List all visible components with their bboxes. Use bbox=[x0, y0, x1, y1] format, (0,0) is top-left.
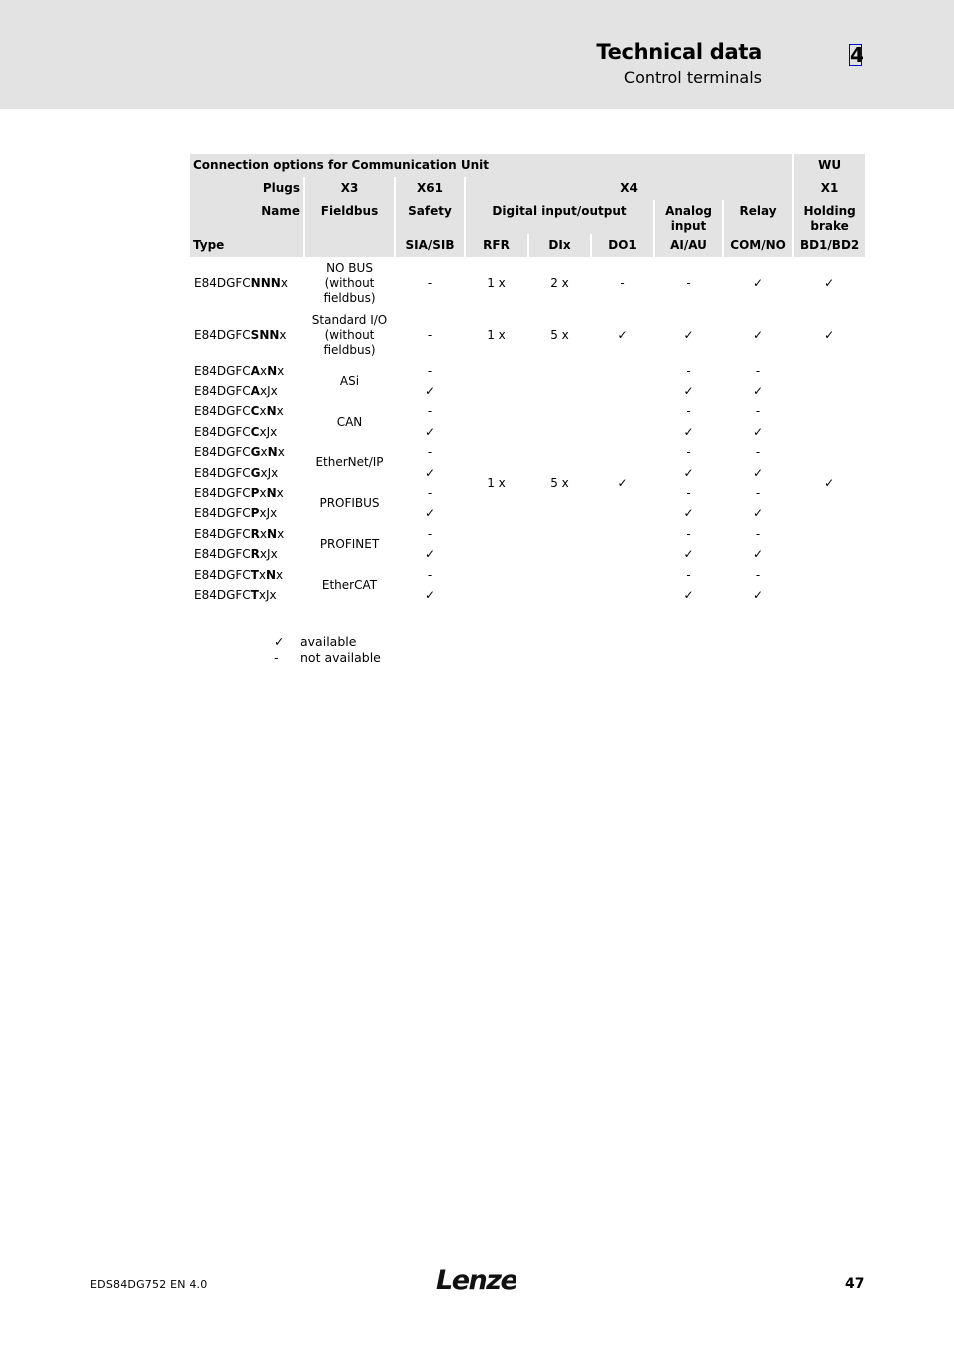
type-prefix: E84DGFC bbox=[194, 275, 251, 290]
type-suffix: x bbox=[276, 567, 284, 582]
wu-header: WU bbox=[793, 154, 865, 177]
type-mid: x bbox=[258, 567, 266, 582]
type-cell bbox=[190, 381, 304, 401]
table-row bbox=[190, 309, 865, 361]
safety-cell: ✓ bbox=[424, 465, 436, 480]
type-code: G bbox=[250, 465, 261, 480]
rfr-cell: 1 x bbox=[487, 327, 506, 342]
holding-brake-cell: ✓ bbox=[824, 475, 835, 490]
type-suffix: x bbox=[277, 363, 285, 378]
relay-cell: ✓ bbox=[753, 547, 764, 562]
page-number: 47 bbox=[845, 1276, 865, 1292]
type-prefix: E84DGFC bbox=[194, 506, 251, 521]
type-cell bbox=[190, 257, 304, 309]
x61-header: X61 bbox=[395, 177, 465, 200]
relay-cell: - bbox=[755, 526, 761, 541]
safety-cell: - bbox=[427, 567, 433, 582]
digital-io-header: Digital input/output bbox=[465, 200, 654, 234]
type-mid: xJx bbox=[259, 424, 278, 439]
type-suffix: x bbox=[279, 327, 287, 342]
type-mid: xJx bbox=[259, 384, 278, 399]
type-prefix: E84DGFC bbox=[194, 404, 251, 419]
type-suffix: x bbox=[280, 275, 288, 290]
safety-cell: ✓ bbox=[424, 424, 436, 439]
analog-input-cell: ✓ bbox=[683, 587, 694, 602]
type-mid: x bbox=[259, 404, 267, 419]
analog-input-cell: ✓ bbox=[683, 465, 694, 480]
analog-input-cell: ✓ bbox=[683, 384, 694, 399]
x4-header: X4 bbox=[465, 177, 793, 200]
legend-item-not-available bbox=[274, 650, 381, 666]
rfr-cell: 1 x bbox=[487, 475, 506, 490]
type-code: C bbox=[250, 404, 260, 419]
analog-input-cell: ✓ bbox=[683, 424, 694, 439]
sia-sib-header: SIA/SIB bbox=[395, 234, 465, 257]
type-mid: xJx bbox=[258, 587, 277, 602]
type-cell bbox=[190, 402, 304, 422]
com-no-header: COM/NO bbox=[723, 234, 793, 257]
relay-cell: ✓ bbox=[753, 465, 764, 480]
type-mid: x bbox=[260, 445, 268, 460]
safety-cell: ✓ bbox=[424, 506, 436, 521]
type-prefix: E84DGFC bbox=[194, 526, 251, 541]
holding-brake-header: Holding brake bbox=[793, 200, 865, 234]
document-id: EDS84DG752 EN 4.0 bbox=[90, 1278, 208, 1291]
type-code: NNN bbox=[250, 275, 281, 290]
type-code: T bbox=[250, 587, 259, 602]
fieldbus-cell: PROFINET bbox=[319, 537, 380, 552]
analog-input-cell: ✓ bbox=[683, 547, 694, 562]
do1-cell: - bbox=[620, 275, 625, 290]
type-prefix: E84DGFC bbox=[194, 567, 251, 582]
relay-cell: ✓ bbox=[753, 275, 764, 290]
connection-options-table bbox=[190, 154, 865, 606]
safety-cell: - bbox=[427, 486, 433, 501]
logo-text: Lenze bbox=[436, 1265, 516, 1296]
type-prefix: E84DGFC bbox=[194, 587, 251, 602]
analog-input-cell: - bbox=[686, 404, 691, 419]
legend-text: available bbox=[300, 634, 357, 649]
safety-cell: - bbox=[427, 363, 433, 378]
type-code: N bbox=[267, 445, 278, 460]
name-label: Name bbox=[190, 200, 304, 234]
table-row bbox=[190, 361, 865, 381]
dash-icon: - bbox=[274, 650, 279, 665]
legend-item-available bbox=[274, 634, 381, 650]
analog-input-cell: - bbox=[686, 363, 691, 378]
table-caption: Connection options for Communication Unit bbox=[190, 154, 793, 177]
bd-header: BD1/BD2 bbox=[793, 234, 865, 257]
legend-text: not available bbox=[300, 650, 381, 665]
analog-input-header: Analog input bbox=[654, 200, 723, 234]
fieldbus-cell: Standard I/O (without fieldbus) bbox=[311, 312, 388, 357]
rfr-cell: 1 x bbox=[487, 275, 506, 290]
header-band bbox=[0, 0, 954, 109]
type-suffix: x bbox=[277, 445, 285, 460]
relay-cell: - bbox=[755, 567, 761, 582]
fieldbus-cell: EtherNet/IP bbox=[315, 455, 384, 470]
fieldbus-header: Fieldbus bbox=[304, 200, 395, 234]
type-cell bbox=[190, 524, 304, 544]
type-cell bbox=[190, 545, 304, 565]
dix-header: DIx bbox=[528, 234, 591, 257]
type-mid: xJx bbox=[259, 547, 278, 562]
fieldbus-cell: EtherCAT bbox=[321, 577, 378, 592]
lenze-logo bbox=[436, 1264, 516, 1300]
holding-brake-cell: ✓ bbox=[824, 327, 835, 342]
dix-cell: 5 x bbox=[550, 475, 569, 490]
safety-cell: ✓ bbox=[424, 587, 436, 602]
type-prefix: E84DGFC bbox=[194, 465, 251, 480]
fieldbus-cell: ASi bbox=[339, 373, 360, 388]
check-icon: ✓ bbox=[274, 634, 285, 649]
analog-input-cell: - bbox=[686, 275, 691, 290]
type-code: N bbox=[267, 526, 278, 541]
type-code: R bbox=[250, 526, 260, 541]
chapter-number-link[interactable]: 4 bbox=[850, 43, 864, 67]
relay-cell: ✓ bbox=[753, 384, 764, 399]
type-prefix: E84DGFC bbox=[194, 547, 251, 562]
type-code: SNN bbox=[250, 327, 280, 342]
type-label: Type bbox=[190, 234, 304, 257]
type-cell bbox=[190, 443, 304, 463]
type-prefix: E84DGFC bbox=[194, 363, 251, 378]
ai-au-header: AI/AU bbox=[654, 234, 723, 257]
dix-cell: 2 x bbox=[550, 275, 569, 290]
rfr-header: RFR bbox=[465, 234, 528, 257]
type-code: N bbox=[266, 404, 277, 419]
x1-header: X1 bbox=[793, 177, 865, 200]
type-cell bbox=[190, 585, 304, 605]
type-cell bbox=[190, 422, 304, 442]
safety-cell: - bbox=[427, 526, 433, 541]
type-cell bbox=[190, 309, 304, 361]
type-mid: x bbox=[259, 363, 268, 378]
type-mid: xJx bbox=[259, 506, 278, 521]
safety-cell: - bbox=[427, 327, 433, 342]
type-suffix: x bbox=[277, 526, 285, 541]
type-prefix: E84DGFC bbox=[194, 384, 251, 399]
do1-header: DO1 bbox=[591, 234, 654, 257]
legend bbox=[274, 634, 381, 666]
type-mid: x bbox=[259, 486, 267, 501]
type-cell bbox=[190, 463, 304, 483]
type-code: N bbox=[267, 363, 278, 378]
type-code: A bbox=[250, 384, 260, 399]
dix-cell: 5 x bbox=[550, 327, 569, 342]
type-prefix: E84DGFC bbox=[194, 424, 251, 439]
fieldbus-cell: PROFIBUS bbox=[319, 496, 380, 511]
relay-cell: ✓ bbox=[753, 587, 764, 602]
analog-input-cell: - bbox=[686, 486, 691, 501]
relay-cell: - bbox=[755, 445, 761, 460]
type-cell bbox=[190, 483, 304, 503]
relay-cell: - bbox=[755, 486, 761, 501]
type-suffix: x bbox=[276, 486, 284, 501]
analog-input-cell: - bbox=[686, 445, 691, 460]
holding-brake-cell: ✓ bbox=[824, 275, 835, 290]
type-cell bbox=[190, 361, 304, 381]
safety-cell: - bbox=[427, 275, 433, 290]
x3-header: X3 bbox=[304, 177, 395, 200]
do1-cell: ✓ bbox=[617, 327, 628, 342]
safety-cell: ✓ bbox=[424, 384, 436, 399]
type-prefix: E84DGFC bbox=[194, 327, 251, 342]
relay-cell: ✓ bbox=[753, 424, 764, 439]
type-code: C bbox=[250, 424, 260, 439]
type-code: A bbox=[250, 363, 260, 378]
type-suffix: x bbox=[276, 404, 284, 419]
relay-cell: ✓ bbox=[753, 327, 764, 342]
type-cell bbox=[190, 504, 304, 524]
relay-cell: - bbox=[755, 363, 761, 378]
type-prefix: E84DGFC bbox=[194, 486, 251, 501]
safety-cell: ✓ bbox=[424, 547, 436, 562]
type-mid: xJx bbox=[260, 465, 279, 480]
empty-header-cell bbox=[304, 234, 395, 257]
type-code: G bbox=[250, 445, 261, 460]
relay-cell: - bbox=[755, 404, 761, 419]
table-row bbox=[190, 257, 865, 309]
type-code: P bbox=[250, 506, 260, 521]
safety-header: Safety bbox=[395, 200, 465, 234]
analog-input-cell: - bbox=[686, 567, 691, 582]
relay-cell: ✓ bbox=[753, 506, 764, 521]
section-title: Control terminals bbox=[623, 68, 762, 87]
analog-input-cell: - bbox=[686, 526, 691, 541]
type-code: P bbox=[250, 486, 260, 501]
type-code: N bbox=[266, 486, 277, 501]
safety-cell: - bbox=[427, 404, 433, 419]
relay-header: Relay bbox=[723, 200, 793, 234]
type-code: R bbox=[250, 547, 260, 562]
plugs-label: Plugs bbox=[190, 177, 304, 200]
type-prefix: E84DGFC bbox=[194, 445, 251, 460]
analog-input-cell: ✓ bbox=[683, 506, 694, 521]
type-code: N bbox=[265, 567, 277, 582]
safety-cell: - bbox=[427, 445, 433, 460]
type-cell bbox=[190, 565, 304, 585]
type-mid: x bbox=[259, 526, 268, 541]
analog-input-cell: ✓ bbox=[683, 327, 694, 342]
chapter-title: Technical data bbox=[596, 40, 762, 64]
fieldbus-cell: CAN bbox=[336, 414, 363, 429]
fieldbus-cell: NO BUS (without fieldbus) bbox=[323, 260, 376, 305]
type-code: T bbox=[250, 567, 259, 582]
do1-cell: ✓ bbox=[617, 475, 628, 490]
